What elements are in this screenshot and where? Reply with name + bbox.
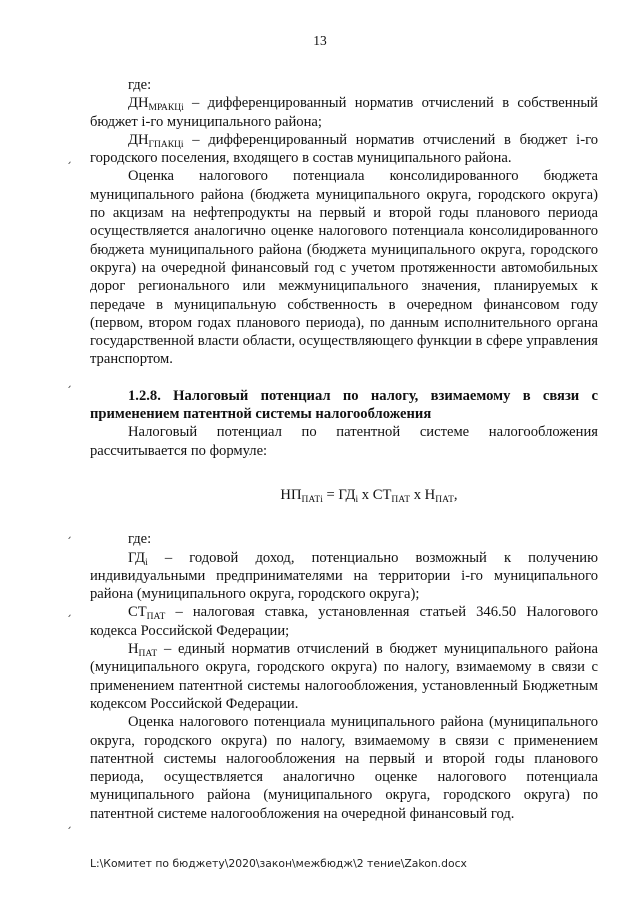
formula: $НП_{ПАТi} = ГД_i$ х $СТ_{ПАТ}$ х $Н_{ПАТ}$, [280, 486, 458, 505]
file-path-footer: L:\Комитет по бюджету\2020\закон\межбюдж\2 тение\Zakon.docx [90, 857, 467, 870]
document-body [90, 76, 598, 823]
margin-mark: ˏ [66, 603, 72, 617]
definition-gd: $ГД_i$ – годовой доход, потенциально возможный к получению индивидуальными предпринимателями на территории i-го муниципального района (муниципального округа, городского округа); [90, 549, 598, 603]
assessment-paragraph-2: Оценка налогового потенциала муниципального района (муниципального округа, городского округа) по налогу, взимаемому в связи с применением патентной системы налогообложения на первый и второй годы планового периода, осуществляется аналогично оценке налогового потенциала муниципального района (муниципального округа, городского округа) по патентной системе налогообложения на очередной финансовый год. [90, 714, 598, 822]
where-label-1: где: [128, 77, 152, 93]
definition-st: $СТ_{ПАТ}$ – налоговая ставка, установленная статьей 346.50 Налогового кодекса Российской Федерации; [90, 604, 598, 639]
where-label-2: где: [128, 531, 152, 548]
margin-mark: ˏ [66, 374, 72, 388]
definition-dn-mr: $ДН_{МРАКЦi}$ – дифференцированный норматив отчислений в собственный бюджет i-го муниципального района; [90, 95, 598, 130]
assessment-paragraph-1: Оценка налогового потенциала консолидированного бюджета муниципального района (бюджета муниципального округа, городского округа) по акцизам на нефтепродукты на первый и второй годы планового периода осуществляется аналогично оценке налогового потенциала консолидированного бюджета муниципального района (бюджета муниципального округа, городского округа) на очередной финансовый год с учетом протяженности автомобильных дорог регионального или межмуниципального значения, планируемых к передаче в муниципальную собственность в очередном финансовом году (первом, втором годах планового периода), по данным исполнительного органа государственной власти области, осуществляющего функции в сфере управления транспортом. [90, 168, 598, 368]
definition-n: $Н_{ПАТ}$ – единый норматив отчислений в бюджет муниципального района (муниципального округа, городского округа) по налогу, взимаемому в связи с применением патентной системы налогообложения, установленный Бюджетным кодексом Российской Федерации. [90, 641, 598, 712]
margin-mark: ˏ [66, 150, 72, 164]
section-heading: 1.2.8. Налоговый потенциал по налогу, взимаемому в связи с применением патентной системы налогообложения [90, 387, 598, 423]
definition-dn-gp: $ДН_{ГПАКЦi}$ – дифференцированный норматив отчислений в бюджет i-го городского поселения, входящего в состав муниципального района. [90, 131, 598, 167]
margin-mark: ˏ [66, 525, 72, 539]
section-intro: Налоговый потенциал по патентной системе налогообложения рассчитывается по формуле: [90, 424, 598, 459]
page-number: 13 [313, 33, 327, 48]
margin-mark: ˏ [66, 815, 72, 829]
